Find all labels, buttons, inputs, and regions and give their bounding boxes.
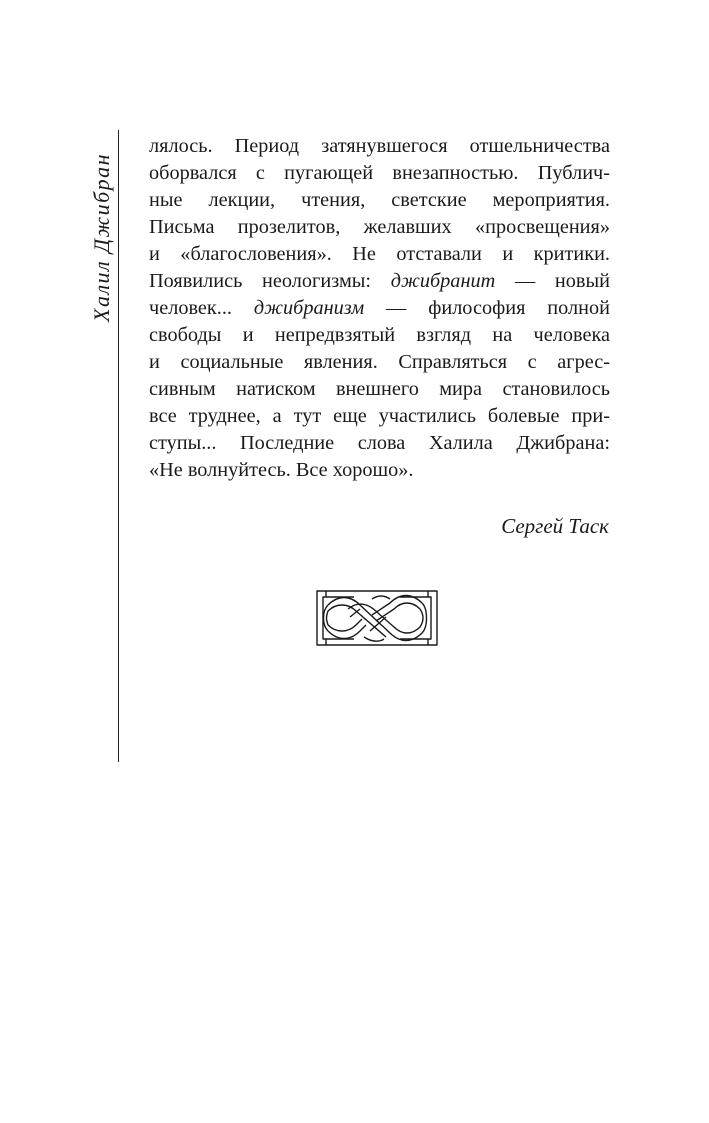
text-line-6-part-c: — новый: [495, 270, 610, 292]
text-line-9: и социальные явления. Справляться с агрес-: [149, 351, 610, 373]
text-line-6: [149, 268, 610, 295]
term-jibranism: джибранизм: [253, 297, 365, 319]
text-line-2: оборвался с пугающей внезапностью. Публич-: [149, 162, 610, 184]
text-line-7-part-a: человек...: [149, 297, 254, 319]
signature-translator: Сергей Таск: [501, 514, 609, 538]
text-line-11: все труднее, а тут еще участились болевые при-: [149, 405, 610, 427]
text-line-8: свободы и непредвзятый взгляд на человека: [149, 324, 610, 346]
text-line-6-part-a: Появились неологизмы:: [149, 270, 391, 292]
term-jibranit: джибранит: [390, 270, 496, 292]
margin-rule: [118, 130, 119, 762]
text-line-7: [149, 295, 610, 322]
running-head-author: Халил Джибран: [89, 152, 114, 322]
body-text: [149, 133, 610, 484]
celtic-knot-icon: [314, 587, 440, 649]
text-line-13: «Не волнуйтесь. Все хорошо».: [149, 459, 414, 481]
text-line-3: ные лекции, чтения, светские мероприятия.: [149, 189, 610, 211]
text-line-10: сивным натиском внешнего мира становилось: [149, 378, 610, 400]
text-line-1: лялось. Период затянувшегося отшельничества: [149, 135, 610, 157]
text-line-12: ступы... Последние слова Халила Джибрана:: [149, 432, 610, 454]
text-line-4: Письма прозелитов, желавших «просвещения»: [149, 216, 610, 238]
text-line-5: и «благословения». Не отставали и критики.: [149, 243, 610, 265]
text-line-7-part-c: — философия полной: [364, 297, 610, 319]
